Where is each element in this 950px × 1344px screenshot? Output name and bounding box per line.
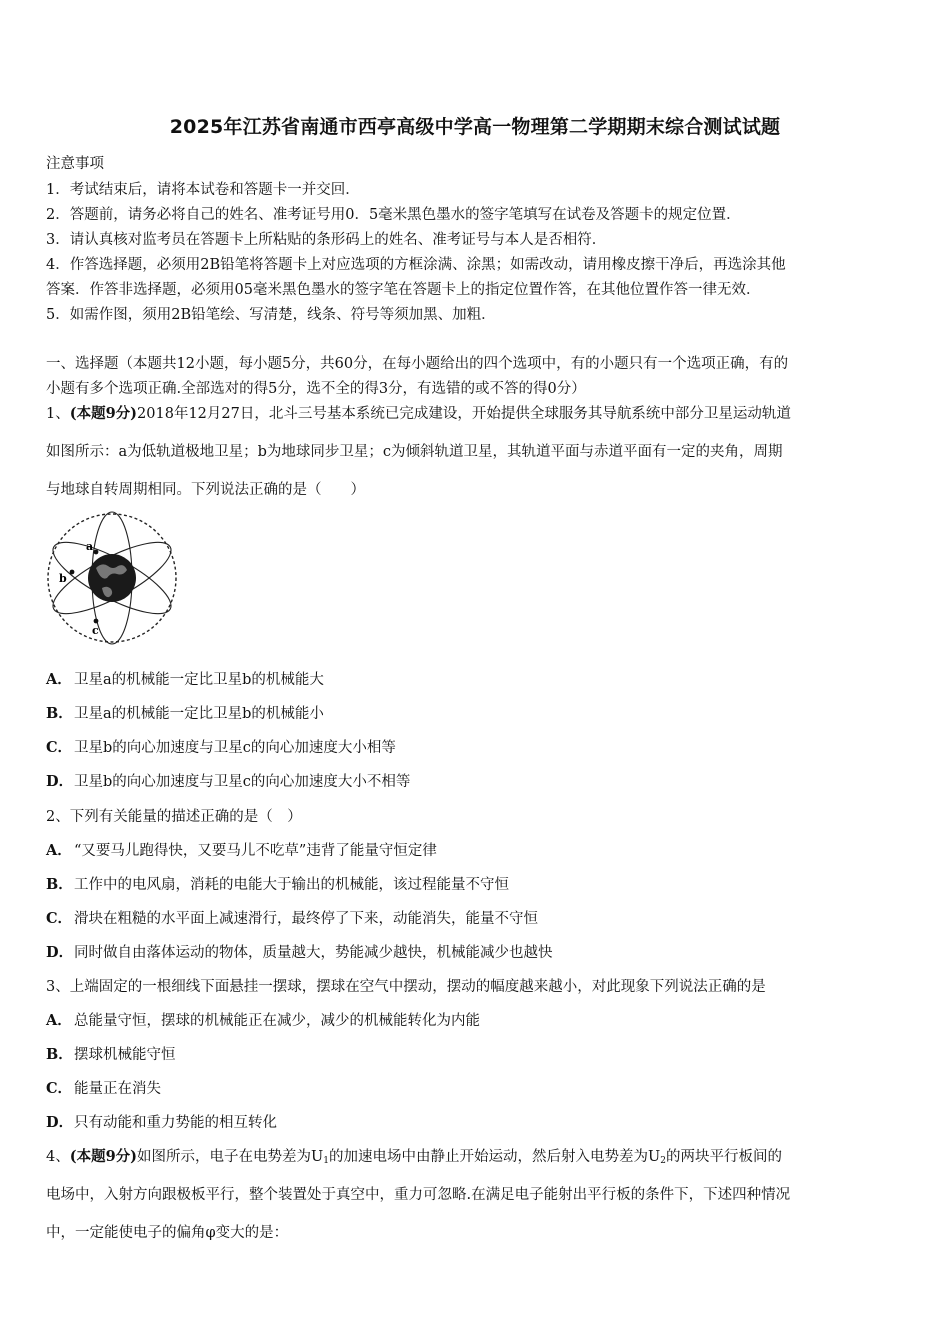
notice-item-3: 3．请认真核对监考员在答题卡上所粘贴的条形码上的姓名、准考证号与本人是否相符．: [46, 232, 607, 248]
label-a: a: [86, 540, 94, 553]
subscript-1: 1: [323, 1156, 330, 1166]
subscript-2: 2: [660, 1156, 666, 1166]
question-1-option-a: A． 卫星a的机械能一定比卫星b的机械能大: [46, 671, 324, 688]
question-4-line-3: 中，一定能使电子的偏角φ变大的是：: [46, 1225, 289, 1241]
question-1-option-d: D．卫星b的向心加速度与卫星c的向心加速度大小不相等: [46, 773, 411, 790]
notice-item-2: 2．答题前，请务必将自己的姓名、准考证号用0．5毫米黑色墨水的签字笔填写在试卷及答题卡的规定位置．: [46, 207, 741, 223]
section-1-desc-2: 小题有多个选项正确.全部选对的得5分，选不全的得3分，有选错的或不答的得0分）: [46, 381, 586, 397]
question-3-option-a: A． 总能量守恒，摆球的机械能正在减少，减少的机械能转化为内能: [46, 1012, 480, 1029]
question-3-option-d: D．只有动能和重力势能的相互转化: [46, 1114, 277, 1131]
earth-icon: [88, 554, 136, 602]
question-1-text-1: 2018年12月27日，北斗三号基本系统已完成建设，开始提供全球服务其导航系统中部分卫星运动轨道: [137, 406, 791, 422]
question-1-line-3: 与地球自转周期相同。下列说法正确的是（ ）: [46, 482, 365, 498]
satellite-orbit-figure: [44, 510, 184, 645]
question-1-line-2: 如图所示：a为低轨道极地卫星；b为地球同步卫星；c为倾斜轨道卫星，其轨道平面与赤道平面有一定的夹角，周期: [46, 444, 783, 460]
question-1-line-1: [46, 402, 791, 423]
question-3-option-c: C． 能量正在消失: [46, 1080, 161, 1097]
satellite-b-dot: [70, 570, 75, 575]
question-2-option-d: D．同时做自由落体运动的物体，质量越大，势能减少越快，机械能减少也越快: [46, 944, 553, 961]
question-1-score: (本题9分): [69, 405, 138, 422]
question-1-option-b: B．卫星a的机械能一定比卫星b的机械能小: [46, 705, 324, 722]
question-3-option-b: B．摆球机械能守恒: [46, 1046, 176, 1063]
question-2-option-b: B．工作中的电风扇，消耗的电能大于输出的机械能，该过程能量不守恒: [46, 876, 509, 893]
question-2-stem: 2、下列有关能量的描述正确的是（ ）: [46, 809, 302, 825]
question-4-line-1: 4、(本题9分)如图所示，电子在电势差为$U_1$的加速电场中由静止开始运动，然后射入电势差为$U_2$的两块平行板间的: [46, 1148, 782, 1166]
notice-item-5: 5．如需作图，须用2B铅笔绘、写清楚，线条、符号等须加黑、加粗．: [46, 307, 496, 323]
satellite-c-dot: [94, 619, 99, 624]
label-c: c: [92, 624, 99, 637]
question-1-option-c: C． 卫星b的向心加速度与卫星c的向心加速度大小相等: [46, 739, 396, 756]
question-4-number: 4、: [46, 1149, 70, 1165]
notice-item-4: 4．作答选择题，必须用2B铅笔将答题卡上对应选项的方框涂满、涂黑；如需改动，请用橡皮擦干净后，再选涂其他: [46, 257, 786, 273]
notice-item-4-cont: 答案．作答非选择题，必须用05毫米黑色墨水的签字笔在答题卡上的指定位置作答，在其他位置作答一律无效．: [46, 282, 761, 298]
question-1-number: 1、: [46, 406, 70, 422]
satellite-a-dot: [94, 550, 99, 555]
question-4-line-2: 电场中，入射方向跟极板平行，整个装置处于真空中，重力可忽略.在满足电子能射出平行板的条件下，下述四种情况: [46, 1187, 791, 1203]
question-3-stem: 3、上端固定的一根细线下面悬挂一摆球，摆球在空气中摆动，摆动的幅度越来越小，对此现象下列说法正确的是: [46, 979, 766, 995]
notice-heading: 注意事项: [46, 156, 104, 172]
page-title: 2025年江苏省南通市西亭高级中学高一物理第二学期期末综合测试试题: [169, 116, 781, 138]
question-2-option-c: C． 滑块在粗糙的水平面上减速滑行，最终停了下来，动能消失，能量不守恒: [46, 910, 538, 927]
label-b: b: [59, 572, 67, 585]
notice-item-1: 1．考试结束后，请将本试卷和答题卡一并交回．: [46, 182, 360, 198]
question-4-score: (本题9分): [69, 1148, 138, 1165]
question-2-option-a: A． “又要马儿跑得快，又要马儿不吃草”违背了能量守恒定律: [46, 842, 437, 859]
section-1-desc-1: 一、选择题（本题共12小题，每小题5分，共60分，在每小题给出的四个选项中，有的小题只有一个选项正确，有的: [46, 356, 789, 372]
